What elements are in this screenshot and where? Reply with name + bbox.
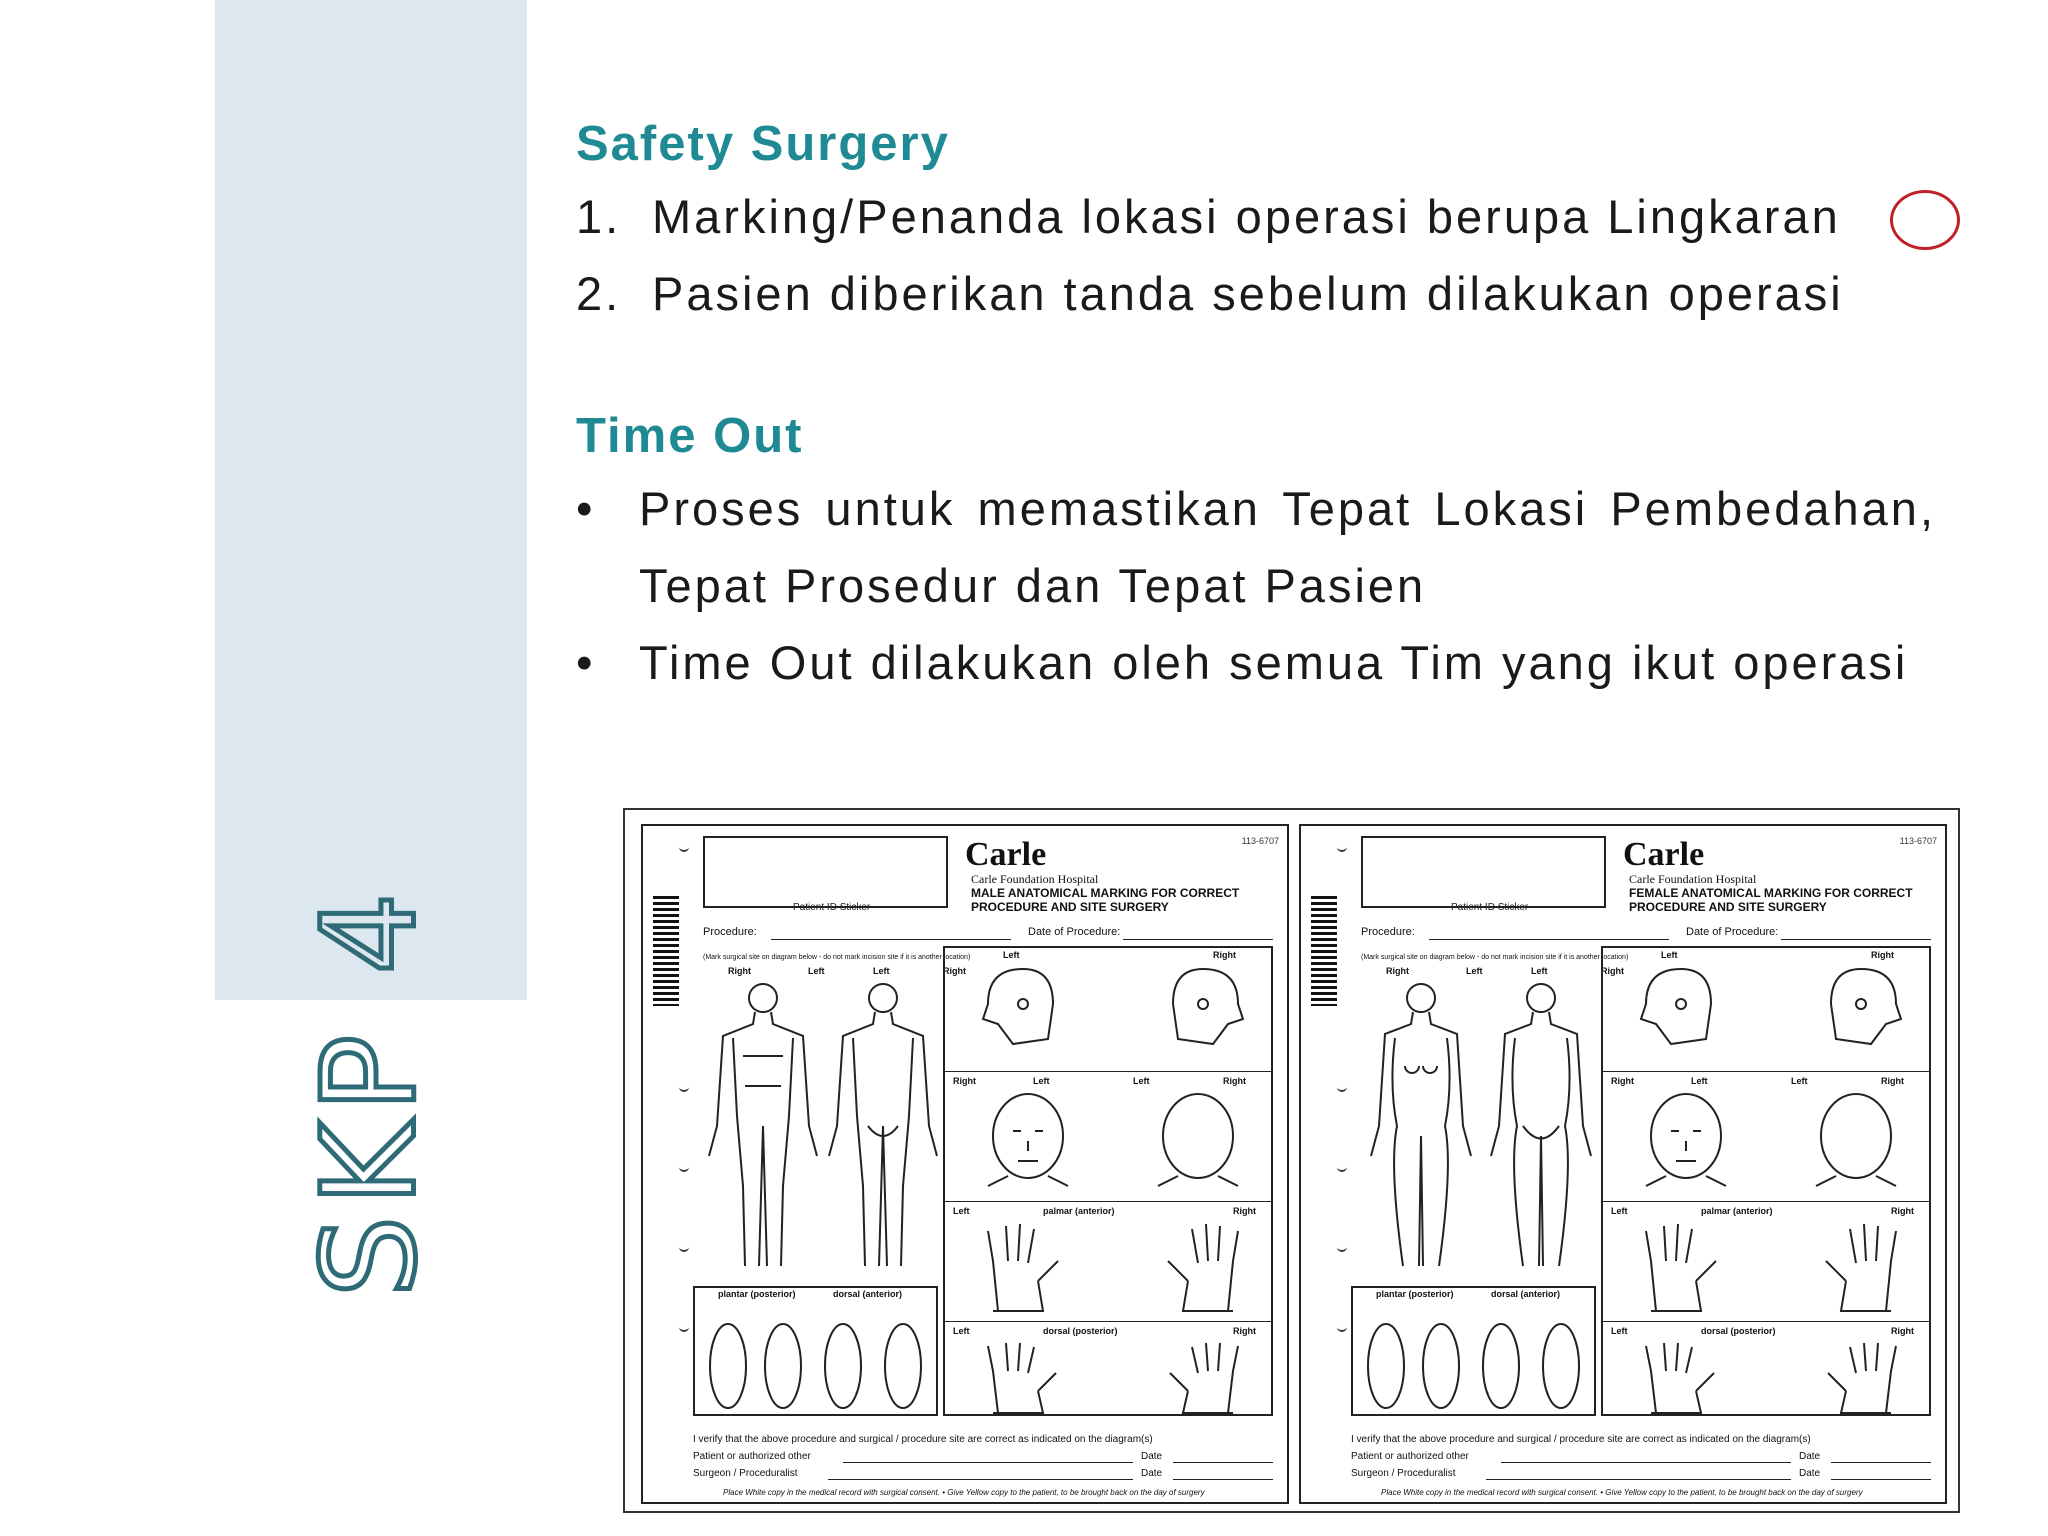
female-marking-form: Patient ID Sticker Carle Carle Foundation Hospital FEMALE ANATOMICAL MARKING FOR CORRECT PROCEDURE AND SITE SURGERY 113-6707 Procedure: Date of Procedure: (Mark surgical site on diagram below - do not mark incision site if it is another location) Right Left Left Right Left Right Right Left Left Right Left palmar (anterior) Right Left dorsal (posterior) Right plantar (posterior) dorsal (anterior) I verify that the above procedure and surgical / procedure site are correct as indicated on the diagram(s) Patient or authorized other Surgeon / Proceduralist Date Date Place White copy in the medical record with surgical consent. • Give Yellow copy to the patient, to be brought back on the day of surgery: [1299, 824, 1947, 1504]
form-title: MALE ANATOMICAL MARKING FOR CORRECT PROCEDURE AND SITE SURGERY: [971, 886, 1240, 914]
dorsal-foot-label: dorsal (anterior): [1491, 1289, 1561, 1299]
hospital-name: Carle Foundation Hospital: [1629, 872, 1757, 886]
head-front-back-icon: [1626, 1091, 1916, 1191]
head-profile-icon: [968, 964, 1258, 1054]
palm-icon: [968, 1221, 1258, 1316]
palmar-label: palmar (anterior): [1043, 1206, 1115, 1216]
slide-content: [576, 110, 1936, 701]
list-item: 2. Pasien diberikan tanda sebelum dilakukan operasi: [576, 267, 1844, 320]
carle-logo: Carle: [1623, 836, 1705, 873]
slide-side-title: SKP 4: [295, 882, 445, 1298]
plantar-label: plantar (posterior): [718, 1289, 796, 1299]
form-footer: Place White copy in the medical record with surgical consent. • Give Yellow copy to the patient, to be brought back on the day of surgery: [1381, 1488, 1863, 1497]
bullet-item: • Time Out dilakukan oleh semua Tim yang ikut operasi: [576, 636, 1909, 689]
procedure-label: Procedure:: [1361, 926, 1415, 938]
head-profile-icon: [1626, 964, 1916, 1054]
barcode-icon: [1311, 896, 1337, 1006]
sticker-label: Patient ID Sticker: [1451, 902, 1529, 913]
patient-id-sticker-box: [1361, 836, 1606, 908]
patient-signature-label: Patient or authorized other: [1351, 1451, 1469, 1462]
form-number: 113-6707: [1241, 836, 1279, 846]
marking-instruction: (Mark surgical site on diagram below - do not mark incision site if it is another location): [703, 954, 971, 961]
dorsal-hand-label: dorsal (posterior): [1701, 1326, 1776, 1336]
safety-surgery-heading: Safety Surgery: [576, 117, 950, 171]
date-of-procedure-label: Date of Procedure:: [1686, 926, 1779, 938]
feet-icon: [1361, 1311, 1586, 1411]
patient-signature-label: Patient or authorized other: [693, 1451, 811, 1462]
dorsal-hand-label: dorsal (posterior): [1043, 1326, 1118, 1336]
plantar-label: plantar (posterior): [1376, 1289, 1454, 1299]
marking-instruction: (Mark surgical site on diagram below - do not mark incision site if it is another location): [1361, 954, 1629, 961]
hospital-name: Carle Foundation Hospital: [971, 872, 1099, 886]
procedure-label: Procedure:: [703, 926, 757, 938]
hand-dorsal-icon: [968, 1341, 1258, 1416]
sticker-label: Patient ID Sticker: [793, 902, 871, 913]
barcode-icon: [653, 896, 679, 1006]
verification-statement: I verify that the above procedure and surgical / procedure site are correct as indicated on the diagram(s): [693, 1434, 1153, 1445]
feet-icon: [703, 1311, 928, 1411]
body-diagram-icon: [703, 976, 943, 1276]
form-footer: Place White copy in the medical record with surgical consent. • Give Yellow copy to the patient, to be brought back on the day of surgery: [723, 1488, 1205, 1497]
form-title: FEMALE ANATOMICAL MARKING FOR CORRECT PROCEDURE AND SITE SURGERY: [1629, 886, 1913, 914]
form-number: 113-6707: [1899, 836, 1937, 846]
hand-dorsal-icon: [1626, 1341, 1916, 1416]
dorsal-foot-label: dorsal (anterior): [833, 1289, 903, 1299]
head-front-back-icon: [968, 1091, 1258, 1191]
side-panel: [215, 0, 527, 1000]
carle-logo: Carle: [965, 836, 1047, 873]
time-out-heading: Time Out: [576, 409, 804, 463]
anatomical-marking-forms: [623, 808, 1960, 1513]
date-of-procedure-label: Date of Procedure:: [1028, 926, 1121, 938]
male-marking-form: Patient ID Sticker Carle Carle Foundation Hospital MALE ANATOMICAL MARKING FOR CORRECT PROCEDURE AND SITE SURGERY 113-6707 Procedure: Date of Procedure: (Mark surgical site on diagram below - do not mark incision site if it is another location) Right Left Left Right Left Right Right Left Left Right Left palmar (anterior) Right Left dorsal (posterior) Right plantar (posterior) dorsal (anterior) I verify that the above procedure and surgical / procedure site are correct as indicated on the diagram(s) Patient or authorized other Surgeon / Proceduralist Date Date Place White copy in the medical record with surgical consent. • Give Yellow copy to the patient, to be brought back on the day of surgery: [641, 824, 1289, 1504]
palm-icon: [1626, 1221, 1916, 1316]
surgeon-signature-label: Surgeon / Proceduralist: [693, 1468, 798, 1479]
bullet-item: • Proses untuk memastikan Tepat Lokasi Pembedahan, Tepat Prosedur dan Tepat Pasien: [576, 482, 1936, 612]
palmar-label: palmar (anterior): [1701, 1206, 1773, 1216]
patient-id-sticker-box: [703, 836, 948, 908]
list-item: 1. Marking/Penanda lokasi operasi berupa Lingkaran: [576, 190, 1841, 243]
verification-statement: I verify that the above procedure and surgical / procedure site are correct as indicated on the diagram(s): [1351, 1434, 1811, 1445]
circle-marking-icon: [1890, 190, 1960, 250]
surgeon-signature-label: Surgeon / Proceduralist: [1351, 1468, 1456, 1479]
body-diagram-icon: [1361, 976, 1601, 1276]
